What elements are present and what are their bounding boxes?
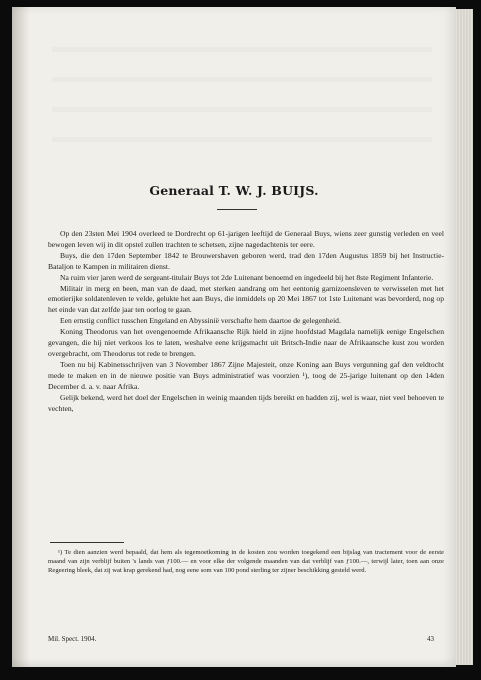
page-edges	[456, 9, 473, 665]
paragraph: Na ruim vier jaren werd de sergeant-titulair Buys tot 2de Luitenant benoemd en ingedeeld bij het 8ste Regiment Infanterie.	[60, 272, 434, 282]
page-number: 43	[427, 635, 434, 643]
bleed-through-line	[52, 137, 432, 142]
paragraph: Militair in merg en been, man van de daad, met sterken aandrang om het eentonig garnizoensleven te verwisselen met het emotierijke soldatenleven te velde, gelukte het aan Buys, die inmiddels op 20 Mei 1867 tot 1ste Luitenant was bevorderd, nog op het einde van dat zelfde jaar ten oorlog te gaan.	[48, 283, 444, 315]
title-rule	[217, 209, 257, 210]
book-page	[12, 7, 456, 667]
paragraph: Een ernstig conflict tusschen Engeland en Abyssinië verschafte hem daartoe de gelegenheid.	[60, 316, 341, 326]
paragraph: Koning Theodorus van het ovengenoemde Afrikaansche Rijk hield in zijne hoofdstad Magdala namelijk eenige Engelschen gevangen, die hij niet verkoos los te laten, weshalve eene krijgsmacht uit Britsch-Indie naar de Afrikaansche kust zou worden overgebracht, om Theodorus tot rede te brengen.	[48, 327, 444, 358]
article-title: Generaal T. W. J. BUIJS.	[149, 183, 319, 198]
paragraph: Op den 23sten Mei 1904 overleed te Dordrecht op 61-jarigen leeftijd de Generaal Buys, wiens zeer gunstig verleden en veel bewogen leven wij in dit opstel zullen trachten te schetsen, zijne nagedachtenis ter eere.	[48, 229, 444, 249]
footnote-rule	[50, 542, 124, 543]
paragraph: Buys, die den 17den September 1842 te Brouwershaven geboren werd, trad den 17den Augustus 1859 bij het Instructie-Bataljon te Kampen in militairen dienst.	[48, 250, 444, 271]
paragraph: Toen nu bij Kabinetsschrijven van 3 November 1867 Zijne Majesteit, onze Koning aan Buys vergunning gaf den veldtocht mede te maken en in de nieuwe positie van Buys administratief was voorzien ¹), toog de 25-jarige luitenant op den 14den December d. a. v. naar Afrika.	[48, 359, 444, 391]
article-body	[48, 229, 444, 414]
bleed-through-line	[52, 47, 432, 52]
footnote	[48, 548, 444, 575]
bleed-through-line	[52, 107, 432, 112]
binding-gutter-shadow	[12, 7, 30, 667]
footnote-text: ¹) Te dien aanzien werd bepaald, dat hem als tegemoetkoming in de kosten zou worden toegekend een bijslag van tractement voor de eerste maand van zijn verblijf buiten 's lands van ƒ100.— en voor elke der volgende maanden van dat verblijf van ƒ100.—, terwijl later, toen aan onze Regeering bleek, dat zij wat krap gerekend had, nog eene som van 100 pond sterling ter zijner beschikking gesteld werd.	[48, 549, 444, 574]
paragraph: Gelijk bekend, werd het doel der Engelschen in weinig maanden tijds bereikt en hadden zij, wel is waar, niet veel behoeven te vechten,	[48, 392, 444, 413]
journal-reference: Mil. Spect. 1904.	[48, 635, 97, 643]
bleed-through-line	[52, 77, 432, 82]
